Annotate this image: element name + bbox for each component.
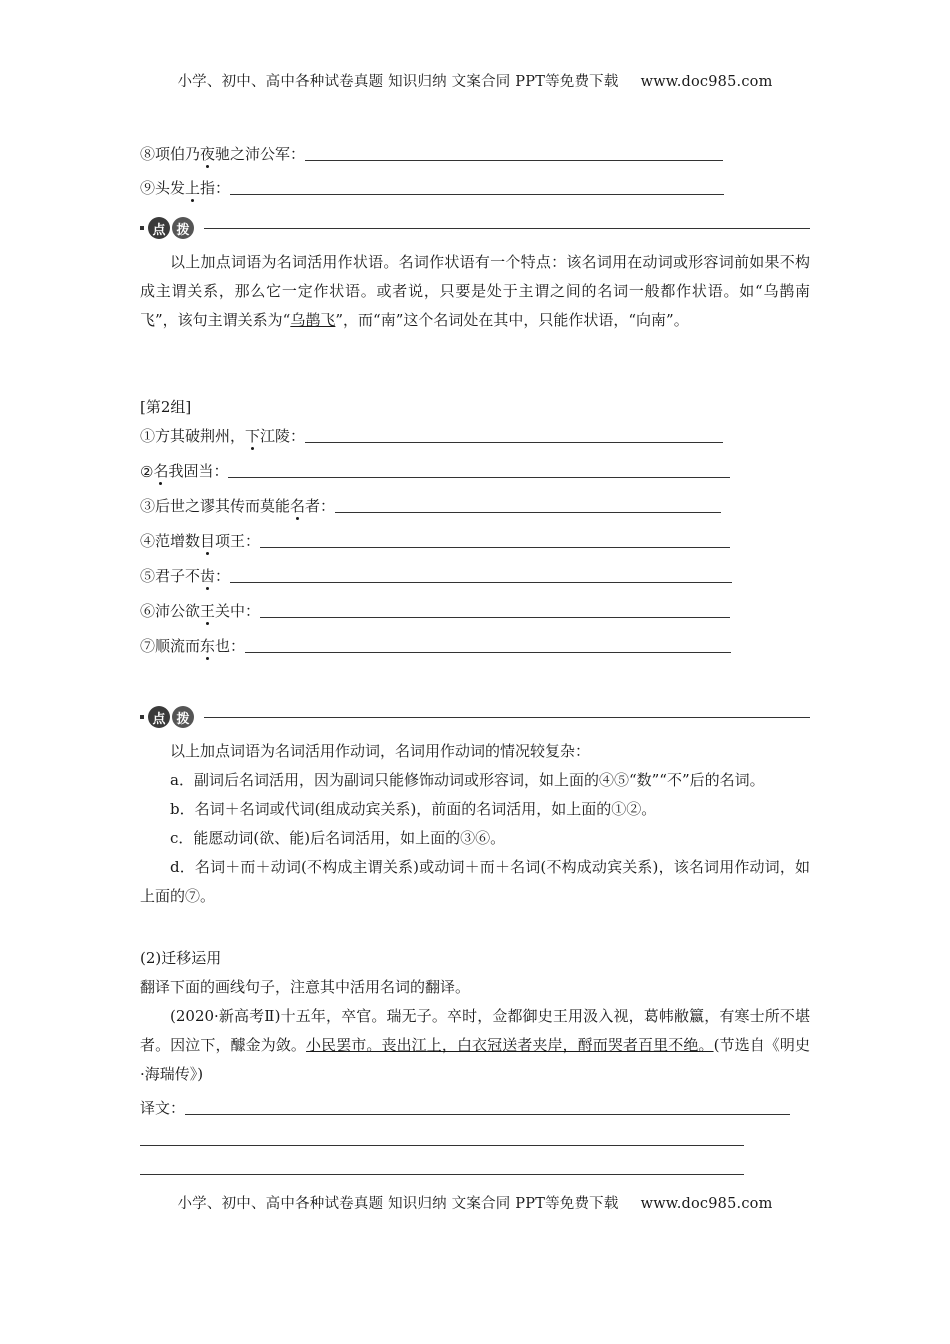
item-text-post: 关中： (215, 602, 261, 620)
exercise-item (140, 529, 730, 551)
dotted-word: 目 (200, 532, 216, 550)
item-text-pre: ⑤君子不 (140, 567, 201, 585)
dotted-word: 名 (290, 497, 306, 515)
answer-blank[interactable] (228, 477, 730, 478)
tip-paragraph (140, 248, 810, 335)
item-text-pre: ⑨头发 (140, 179, 186, 197)
tip-badge-icon: 点 (148, 706, 170, 728)
tip-text: ”，而“南”这个名词处在其中，只能作状语，“向南”。 (335, 311, 689, 329)
item-text-pre: ⑥沛公欲 (140, 602, 201, 620)
answer-label: 译文： (140, 1099, 186, 1117)
answer-line (140, 1096, 790, 1118)
exercise-item (140, 494, 721, 516)
exercise-item (140, 599, 730, 621)
tip-badge-icon: 拨 (172, 217, 194, 239)
exercise-item (140, 634, 731, 656)
answer-blank[interactable] (260, 617, 730, 618)
tip-header (140, 214, 810, 242)
exercise-item (140, 176, 724, 198)
dotted-word: 东 (200, 637, 216, 655)
dotted-word: 夜 (200, 145, 216, 163)
item-text-pre: ② (140, 463, 154, 481)
answer-blank[interactable] (185, 1114, 790, 1115)
dotted-word: 名 (153, 462, 169, 480)
tip-point-a: a．副词后名词活用，因为副词只能修饰动词或形容词，如上面的④⑤“数”“不”后的名词。 (170, 771, 765, 789)
divider (204, 717, 810, 718)
tip-intro: 以上加点词语为名词活用作动词，名词用作动词的情况较复杂： (170, 742, 591, 760)
exercise-item (140, 459, 730, 481)
item-text-post: 指： (200, 179, 231, 197)
bullet-square-icon (140, 226, 144, 230)
tip-text: 以上加点词语为名词活用作状语。名词作状语有一个特点：该名词用在动词或形容词前如果不构成主谓关系，那么它一定作状语。或者说，只要是处于主谓之间的名词一般都作状语。如“乌鹊南飞”，该句主谓关系为“ (140, 253, 810, 329)
tip-header (140, 703, 810, 731)
exercise-item (140, 564, 732, 586)
item-text-post: 项王： (215, 532, 261, 550)
divider (204, 228, 810, 229)
answer-blank[interactable] (140, 1174, 744, 1175)
dotted-word: 下 (245, 427, 261, 445)
item-text-post: 我固当： (168, 462, 229, 480)
transfer-section (140, 944, 810, 1089)
item-text-pre: ③后世之谬其传而莫能 (140, 497, 291, 515)
section-title: (2)迁移运用 (140, 949, 222, 967)
answer-blank[interactable] (260, 547, 730, 548)
item-text-post: ： (215, 567, 231, 585)
exercise-item (140, 424, 723, 446)
item-text-pre: ①方其破荆州， (140, 427, 246, 445)
answer-blank[interactable] (230, 194, 724, 195)
tip-paragraph (140, 737, 810, 911)
dotted-word: 上 (185, 179, 201, 197)
item-text-post: 者： (305, 497, 336, 515)
answer-blank[interactable] (305, 160, 723, 161)
item-text-post: 也： (215, 637, 246, 655)
answer-blank[interactable] (245, 652, 731, 653)
footer-site: www.doc985.com (640, 1196, 773, 1212)
header-site: www.doc985.com (640, 74, 773, 90)
item-text-post: 江陵： (260, 427, 306, 445)
page-footer (0, 1192, 950, 1213)
passage-source: (节选自《明史·海瑞传》) (140, 1036, 810, 1083)
tip-badge-icon: 拨 (172, 706, 194, 728)
header-text: 小学、初中、高中各种试卷真题 知识归纳 文案合同 PPT等免费下载 (177, 74, 619, 90)
footer-text: 小学、初中、高中各种试卷真题 知识归纳 文案合同 PPT等免费下载 (177, 1196, 619, 1212)
tip-badge-icon: 点 (148, 217, 170, 239)
underlined-text: 乌鹊飞 (290, 311, 336, 329)
answer-blank[interactable] (230, 582, 732, 583)
item-text-pre: ④范增数 (140, 532, 201, 550)
item-text-post: 驰之沛公军： (215, 145, 306, 163)
tip-point-b: b．名词＋名词或代词(组成动宾关系)，前面的名词活用，如上面的①②。 (170, 800, 657, 818)
tip-point-c: c．能愿动词(欲、能)后名词活用，如上面的③⑥。 (170, 829, 506, 847)
answer-blank[interactable] (305, 442, 723, 443)
underlined-sentence: 小民罢市。丧出江上，白衣冠送者夹岸，酹而哭者百里不绝。 (306, 1036, 714, 1054)
bullet-square-icon (140, 715, 144, 719)
instruction-text: 翻译下面的画线句子，注意其中活用名词的翻译。 (140, 978, 471, 996)
answer-blank[interactable] (140, 1145, 744, 1146)
dotted-word: 王 (200, 602, 216, 620)
tip-point-d: d．名词＋而＋动词(不构成主谓关系)或动词＋而＋名词(不构成动宾关系)，该名词用作动词，如上面的⑦。 (140, 858, 810, 905)
item-text-pre: ⑦顺流而 (140, 637, 201, 655)
answer-blank[interactable] (335, 512, 721, 513)
exercise-item (140, 142, 723, 164)
passage-text: (2020·新高考Ⅱ)十五年，卒官。瑞无子。卒时，佥都御史王用汲入视，葛帏敝籝，有寒士所不堪者。因泣下，醵金为敛。 (140, 1007, 810, 1054)
page-header (0, 70, 950, 91)
dotted-word: 齿 (200, 567, 216, 585)
group-title: [第2组] (140, 398, 192, 416)
item-text-pre: ⑧项伯乃 (140, 145, 201, 163)
